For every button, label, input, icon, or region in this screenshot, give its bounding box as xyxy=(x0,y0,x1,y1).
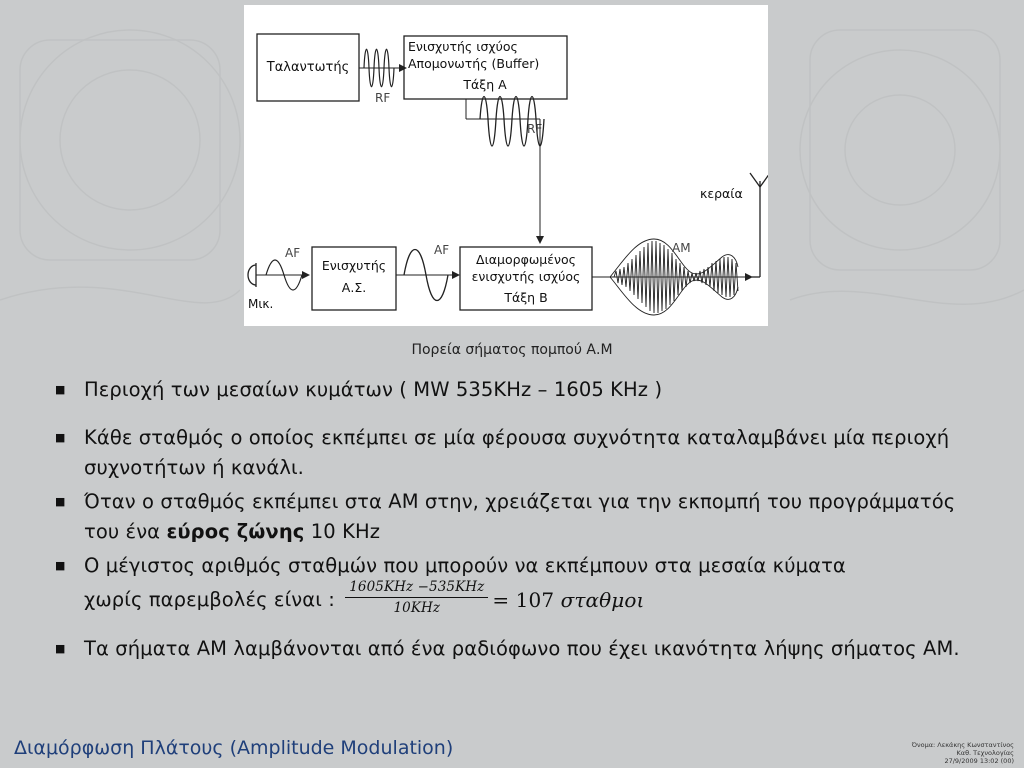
mic-label: Μικ. xyxy=(248,297,274,311)
bullet-max-stations xyxy=(55,551,995,618)
fraction-numerator: 1605KHz −535KHz xyxy=(349,579,485,595)
antenna-icon xyxy=(750,173,768,277)
bullet-list xyxy=(55,375,995,664)
rf-label-2: RF xyxy=(527,122,543,136)
figure-caption: Πορεία σήματος πομπού Α.Μ xyxy=(411,342,613,358)
oscillator-label: Ταλαντωτής xyxy=(266,60,350,75)
af-amp-label-1: Ενισχυτής xyxy=(321,258,387,273)
bullet-marker: ■ xyxy=(55,431,66,444)
am-label: AM xyxy=(672,241,691,255)
footer-info-role: Καθ. Τεχνολογίας xyxy=(956,749,1014,757)
buffer-amp-label-1: Ενισχυτής ισχύος xyxy=(408,39,518,54)
bullet-text-pre: Όταν ο σταθμός εκπέμπει στα ΑΜ στην, χρειάζεται για την εκπομπή του προγράμματός του ένα xyxy=(84,490,956,543)
footer-title: Διαμόρφωση Πλάτους (Amplitude Modulation) xyxy=(14,737,454,759)
modulated-amp-label-3: Τάξη Β xyxy=(504,290,548,305)
footer-info-date: 27/9/2009 13:02 (00) xyxy=(944,757,1014,765)
footer-info xyxy=(814,741,1014,765)
formula-unit: σταθμοι xyxy=(560,587,645,612)
bullet-marker: ■ xyxy=(55,559,66,572)
rf-label-1: RF xyxy=(375,91,391,105)
bullet-text: Περιοχή των μεσαίων κυμάτων ( MW 535KHz – 1605 KHz ) xyxy=(84,378,663,401)
bullet-text-bold: εύρος ζώνης xyxy=(166,520,305,543)
bullet-marker: ■ xyxy=(55,495,66,508)
bullet-text: Κάθε σταθμός ο οποίος εκπέμπει σε μία φέρουσα συχνότητα καταλαμβάνει μία περιοχή συχνοτήτων ή κανάλι. xyxy=(84,426,950,479)
station-count-fraction xyxy=(347,579,486,616)
fraction-denominator: 10KHz xyxy=(345,597,488,616)
af-label-1: AF xyxy=(285,246,301,260)
bullet-channel xyxy=(55,423,995,483)
af-amp-label-2: Α.Σ. xyxy=(341,280,367,295)
modulated-amp-label-1: Διαμορφωμένος xyxy=(476,252,576,267)
am-transmitter-diagram xyxy=(244,5,768,326)
formula-result xyxy=(492,585,644,615)
microphone-icon xyxy=(248,263,309,287)
bullet-reception xyxy=(55,634,995,664)
antenna-label: κεραία xyxy=(700,186,743,201)
bullet-bandwidth xyxy=(55,487,995,547)
bullet-text-pre: χωρίς παρεμβολές είναι : xyxy=(84,587,342,611)
formula-line xyxy=(84,581,644,618)
diagram-svg xyxy=(244,5,768,326)
bullet-marker: ■ xyxy=(55,383,66,396)
bullet-text: Τα σήματα ΑΜ λαμβάνονται από ένα ραδιόφωνο που έχει ικανότητα λήψης σήματος ΑΜ. xyxy=(84,637,960,660)
bullet-mw-range xyxy=(55,375,995,405)
bullet-text-line1: Ο μέγιστος αριθμός σταθμών που μπορούν να εκπέμπουν στα μεσαία κύματα xyxy=(84,554,846,577)
modulated-amp-label-2: ενισχυτής ισχύος xyxy=(471,269,581,284)
bullet-marker: ■ xyxy=(55,642,66,655)
footer-info-author: Όνομα: Λεκάκης Κωνσταντίνος xyxy=(911,741,1014,749)
af-amp-block xyxy=(312,247,396,310)
af-label-2: AF xyxy=(434,243,450,257)
formula-equals: = 107 xyxy=(492,587,561,612)
buffer-amp-label-2: Απομονωτής (Buffer) xyxy=(408,56,540,71)
buffer-amp-label-3: Τάξη Α xyxy=(463,77,507,92)
bullet-text-post: 10 KHz xyxy=(304,520,381,543)
